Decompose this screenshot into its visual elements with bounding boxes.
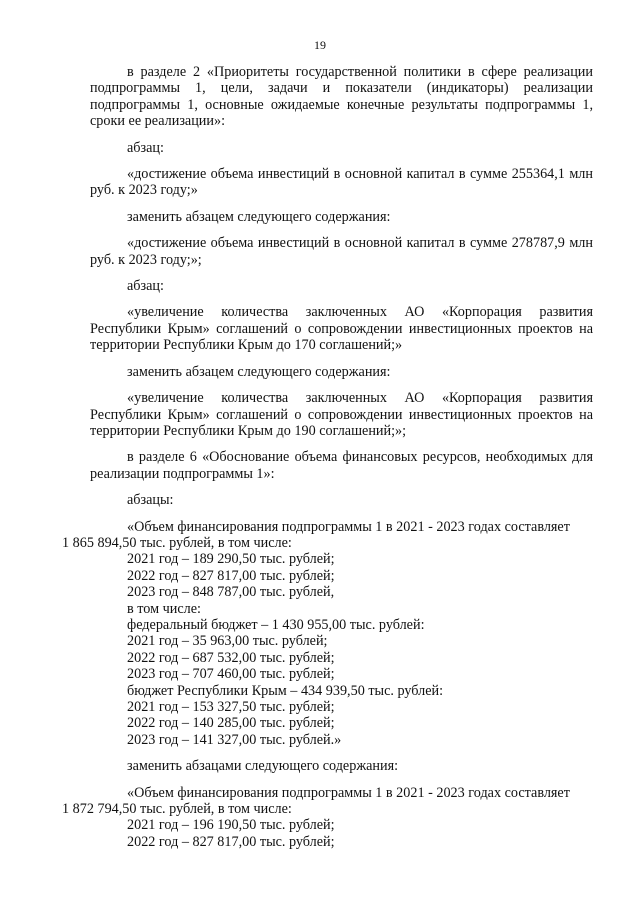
- old-funding-line-2: 1 865 894,50 тыс. рублей, в том числе:: [62, 534, 292, 551]
- old-line: 2021 год – 153 327,50 тыс. рублей;: [127, 699, 335, 715]
- old-line: 2022 год – 827 817,00 тыс. рублей;: [127, 567, 335, 584]
- old-line: 2023 год – 707 460,00 тыс. рублей;: [127, 666, 335, 683]
- paragraph-new-agreements: «увеличение количества заключенных АО «Корпорация развития Республики Крым» соглашений о сопровождении инвестиционных проектов на территории Республики Крым до 190 соглашений;»;: [90, 390, 593, 439]
- paragraph-abzac-2: абзац:: [127, 278, 164, 295]
- old-line: 2022 год – 687 532,00 тыс. рублей;: [127, 649, 335, 666]
- old-line: 2023 год – 848 787,00 тыс. рублей,: [127, 584, 335, 601]
- paragraph-section-2: в разделе 2 «Приоритеты государственной политики в сфере реализации подпрограммы 1, цели, задачи и показатели (индикаторы) реализации подпрограммы 1, основные ожидаемые конечные результаты подпрограммы 1, сроки ее реализации»:: [90, 64, 593, 130]
- new-line: 2022 год – 827 817,00 тыс. рублей;: [127, 833, 335, 850]
- old-line: 2022 год – 140 285,00 тыс. рублей;: [127, 715, 335, 732]
- paragraph-new-investment: «достижение объема инвестиций в основной капитал в сумме 278787,9 млн руб. к 2023 году;»;: [90, 235, 593, 268]
- paragraph-replace-1: заменить абзацем следующего содержания:: [127, 208, 391, 225]
- paragraph-replace-2: заменить абзацем следующего содержания:: [127, 363, 391, 380]
- old-funding-breakdown: [90, 551, 593, 748]
- paragraph-abzac-1: абзац:: [127, 139, 164, 156]
- new-funding-breakdown: [90, 817, 593, 850]
- new-funding-line-2: 1 872 794,50 тыс. рублей, в том числе:: [62, 801, 292, 818]
- new-funding-line-1: «Объем финансирования подпрограммы 1 в 2021 - 2023 годах составляет: [127, 784, 570, 801]
- old-line: федеральный бюджет – 1 430 955,00 тыс. рублей:: [127, 616, 425, 633]
- old-line: бюджет Республики Крым – 434 939,50 тыс. рублей:: [127, 682, 444, 699]
- page-number: 19: [314, 38, 326, 52]
- paragraph-old-agreements: «увеличение количества заключенных АО «Корпорация развития Республики Крым» соглашений о сопровождении инвестиционных проектов на территории Республики Крым до 170 соглашений;»: [90, 304, 593, 354]
- old-line: 2023 год – 141 327,00 тыс. рублей.»: [127, 731, 342, 748]
- old-line: 2021 год – 35 963,00 тыс. рублей;: [127, 633, 328, 650]
- paragraph-replace-3: заменить абзацами следующего содержания:: [127, 758, 399, 775]
- old-line: в том числе:: [127, 600, 201, 617]
- paragraph-abzacy: абзацы:: [127, 492, 174, 509]
- document-body: [62, 64, 593, 850]
- paragraph-section-6: в разделе 6 «Обоснование объема финансовых ресурсов, необходимых для реализации подпрограммы 1»:: [90, 449, 593, 482]
- paragraph-old-investment: «достижение объема инвестиций в основной капитал в сумме 255364,1 млн руб. к 2023 году;»: [90, 166, 593, 199]
- old-line: 2021 год – 189 290,50 тыс. рублей;: [127, 551, 335, 568]
- new-line: 2021 год – 196 190,50 тыс. рублей;: [127, 817, 335, 834]
- old-funding-line-1: «Объем финансирования подпрограммы 1 в 2021 - 2023 годах составляет: [127, 518, 570, 535]
